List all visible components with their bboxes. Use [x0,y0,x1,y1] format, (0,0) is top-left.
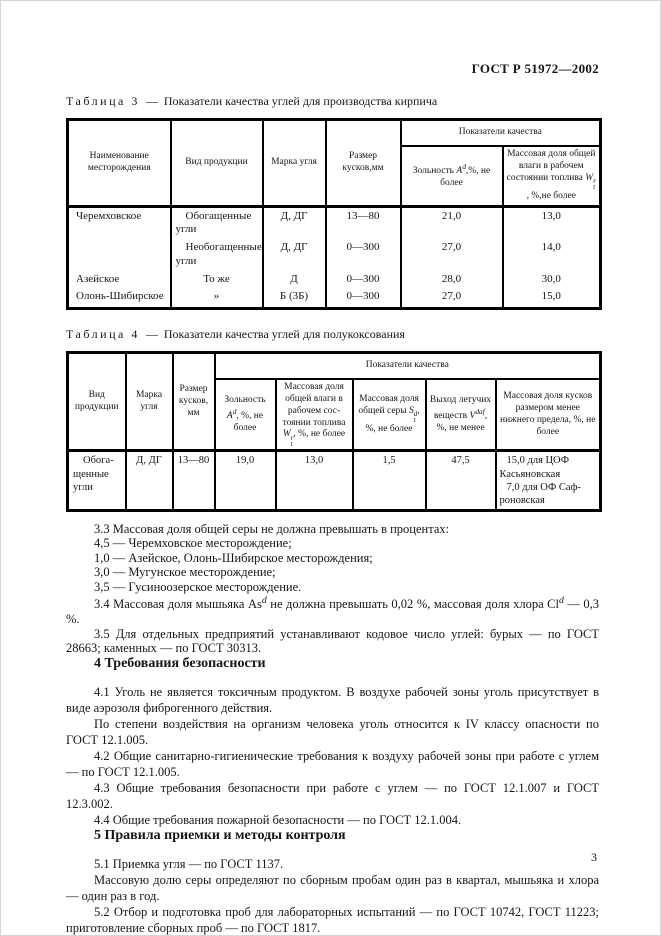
paragraph-4-3: 4.3 Общие требования безопасности при работе с углем — по ГОСТ 12.1.007 и ГОСТ 12.3.002. [66,780,599,811]
cell-product: Обогащенные угли [171,206,263,239]
table-row [68,271,601,289]
cell-product: То же [171,271,263,289]
cell-field: Азейское [68,271,171,289]
cell-ash: 28,0 [401,271,503,289]
table4 [66,351,602,512]
cell-ash: 27,0 [401,288,503,308]
cell-field [68,239,171,271]
list-item-sulfur-2: 1,0 — Азейское, Олонь-Шибирское месторождения; [94,550,373,565]
table-row [68,451,601,511]
cell-sulfur: 1,5 [353,451,426,511]
paragraph-4-2: 4.2 Общие санитарно-гигиенические требования к воздуху рабочей зоны при работе с углем — по ГОСТ 12.1.005. [66,748,599,779]
cell-mark: Д [263,271,326,289]
table4-header-mark: Марка угля [126,352,173,451]
cell-volatile: 47,5 [426,451,496,511]
section-5-title: 5 Правила приемки и методы контроля [94,827,346,843]
paragraph-5-1a: 5.1 Приемка угля — по ГОСТ 1137. [94,856,284,871]
cell-mark: Д, ДГ [263,239,326,271]
cell-size: 0—300 [326,271,401,289]
table3-header-mark: Марка угля [263,120,326,207]
table3-header-ash: Зольность $A^d,\%$, не более [401,146,503,206]
table4-caption-text: Показатели качества углей для полукоксования [163,326,405,341]
cell-size: 0—300 [326,239,401,271]
table4-header-undersize: Массовая доля кусков размером менее нижнего предела, %, не более [496,379,601,451]
table3-header-product: Вид продукции [171,120,263,207]
table3 [66,118,602,310]
table3-header-moisture: Массовая доля общей влаги в рабочем состоянии топлива W r t , %,не более [503,146,601,206]
table4-header-moisture: Массовая доля общей влаги в рабочем состоянии топлива W r t , %, не более [276,379,353,451]
table4-header-size: Размер кусков, мм [173,352,215,451]
table3-caption-text: Показатели качества углей для производства кирпича [163,94,438,108]
page-content [66,1,599,936]
table-row [68,288,601,308]
doc-number: ГОСТ Р 51972—2002 [471,61,599,76]
list-item-sulfur-1: 4,5 — Черемховское месторождение; [94,536,292,551]
paragraph-4-1a: 4.1 Уголь не является токсичным продуктом. В воздухе рабочей зоны уголь присутствует в виде аэрозоля фиброгенного действия. [66,684,599,715]
table4-header-quality-group: Показатели качества [215,352,601,379]
page-number: 3 [591,850,597,864]
cell-moisture: 13,0 [276,451,353,511]
paragraph-5-2: 5.2 Отбор и подготовка проб для лабораторных испытаний — по ГОСТ 10742, ГОСТ 11223; приготовление сборных проб — по ГОСТ 1817. [66,904,599,935]
cell-field: Олонь-Шибирское [68,288,171,308]
table4-caption [66,327,599,342]
table3-caption-label: Таблица 3 [66,94,140,108]
paragraph-3-3: 3.3 Массовая доля общей серы не должна превышать в процентах: [94,521,450,536]
cell-size: 0—300 [326,288,401,308]
cell-moisture: 15,0 [503,288,601,308]
table4-caption-dash: — [145,326,158,341]
table4-header-product: Вид продукции [68,352,126,451]
undersize-line-2: 7,0 для ОФ Саф-роновская [499,481,581,506]
list-item-sulfur-3: 3,0 — Мугунское месторождение; [94,565,276,580]
list-item-sulfur-4: 3,5 — Гусиноозерское месторождение. [94,579,302,594]
cell-mark: Б (3Б) [263,288,326,308]
cell-product: » [171,288,263,308]
section-4-body [66,684,599,828]
paragraph-4-4: 4.4 Общие требования пожарной безопасности — по ГОСТ 12.1.004. [94,812,462,827]
cell-moisture: 14,0 [503,239,601,271]
cell-product: Необогащенные угли [171,239,263,271]
table3-header-field: Наименование месторождения [68,120,171,207]
cell-undersize [496,451,601,511]
cell-ash: 19,0 [215,451,276,511]
cell-ash: 27,0 [401,239,503,271]
cell-ash: 21,0 [401,206,503,239]
section-4-title: 4 Требования безопасности [94,655,266,671]
undersize-line-1: 15,0 для ЦОФ Касьяновская [499,455,569,480]
cell-moisture: 30,0 [503,271,601,289]
cell-moisture: 13,0 [503,206,601,239]
table-row [68,239,601,271]
table4-caption-label: Таблица 4 [66,326,140,341]
cell-mark: Д, ДГ [263,206,326,239]
table3-caption [66,94,599,109]
paragraph-3-4: 3.4 Массовая доля мышьяка As$^d$ не должна превышать 0,02 %, массовая доля хлора Cl$^d$ — 0,3 %. [66,595,600,627]
clauses-3 [66,522,599,656]
table4-header-ash: Зольность $A^d$, %, не более [215,379,276,451]
paragraph-3-5: 3.5 Для отдельных предприятий устанавливают кодовое число углей: бурых — по ГОСТ 28663; каменных — по ГОСТ 30313. [66,626,599,656]
paragraph-5-1b: Массовую долю серы определяют по сборным пробам один раз в квартал, мышьяка и хлора — один раз в год. [66,872,599,903]
cell-size: 13—80 [173,451,215,511]
section-5-body [66,856,599,936]
table3-header-quality-group: Показатели качества [401,120,601,147]
cell-field: Черемховское [68,206,171,239]
paragraph-4-1b: По степени воздействия на организм человека уголь относится к IV классу опасности по ГОСТ 12.1.005. [66,716,599,747]
table-row [68,206,601,239]
table3-header-size: Размер кусков,мм [326,120,401,207]
cell-mark: Д, ДГ [126,451,173,511]
cell-product: Обогащенные угли [68,451,126,511]
cell-size: 13—80 [326,206,401,239]
table4-header-sulfur: Массовая доля общей серы S d t , %, не более [353,379,426,451]
table3-caption-dash: — [145,94,158,108]
table4-header-volatile: Выход летучих веществ $V^{daf}$, %, не менее [426,379,496,451]
